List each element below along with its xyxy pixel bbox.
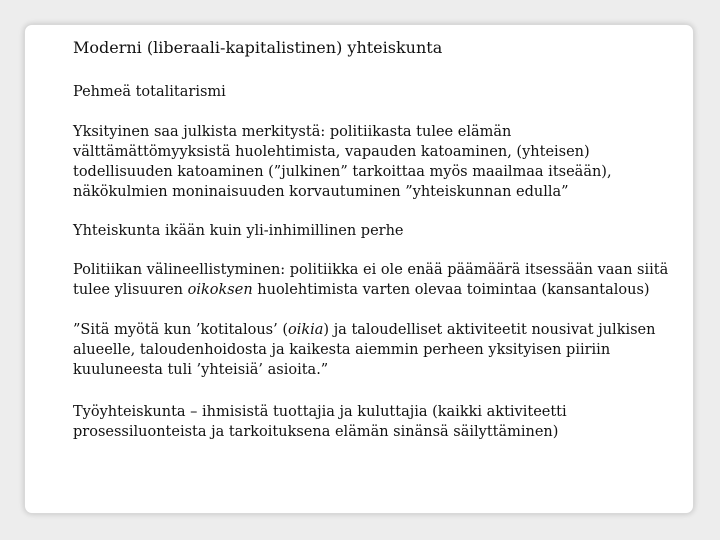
slide-card xyxy=(24,24,694,514)
paragraph-quote-part-a: ”Sitä myötä kun ’kotitalous’ ( xyxy=(73,322,288,338)
emphasis-oikia: oikia xyxy=(287,322,324,338)
paragraph-work-society: Työyhteiskunta – ihmisistä tuottajia ja kuluttajia (kaikki aktiviteetti prosessiluonteista ja tarkoituksena elämän sinänsä säilyttäminen) xyxy=(73,404,567,440)
paragraph-instrumentalization xyxy=(73,260,673,300)
paragraph-superhuman-family: Yhteiskunta ikään kuin yli-inhimillinen perhe xyxy=(73,223,404,239)
paragraph-quote-part-b: ) ja taloudelliset aktiviteetit nousivat julkisen alueelle, taloudenhoidosta ja kaikesta aiemmin perheen yksityisen piiriin kuuluneesta tuli ’yhteisiä’ asioita.” xyxy=(73,322,656,378)
paragraph-quote-household xyxy=(73,320,673,380)
paragraph-soft-totalitarianism: Pehmeä totalitarismi xyxy=(73,84,226,100)
paragraph-instrumentalization-part-a: Politiikan välineellistyminen: politiikka ei ole enää päämäärä itsessään vaan siitä tulee ylisuuren xyxy=(73,262,669,298)
paragraph-private-public: Yksityinen saa julkista merkitystä: politiikasta tulee elämän välttämättömyyksistä huolehtimista, vapauden katoaminen, (yhteisen) todellisuuden katoaminen (”julkinen” tarkoittaa myös maailmaa itseään), näkökulmien moninaisuuden korvautuminen ”yhteiskunnan edulla” xyxy=(73,124,612,200)
slide-title: Moderni (liberaali-kapitalistinen) yhteiskunta xyxy=(73,38,443,57)
paragraph-instrumentalization-part-b: huolehtimista varten olevaa toimintaa (kansantalous) xyxy=(252,282,650,298)
slide-content xyxy=(73,37,673,442)
emphasis-oikoksen: oikoksen xyxy=(187,282,253,298)
